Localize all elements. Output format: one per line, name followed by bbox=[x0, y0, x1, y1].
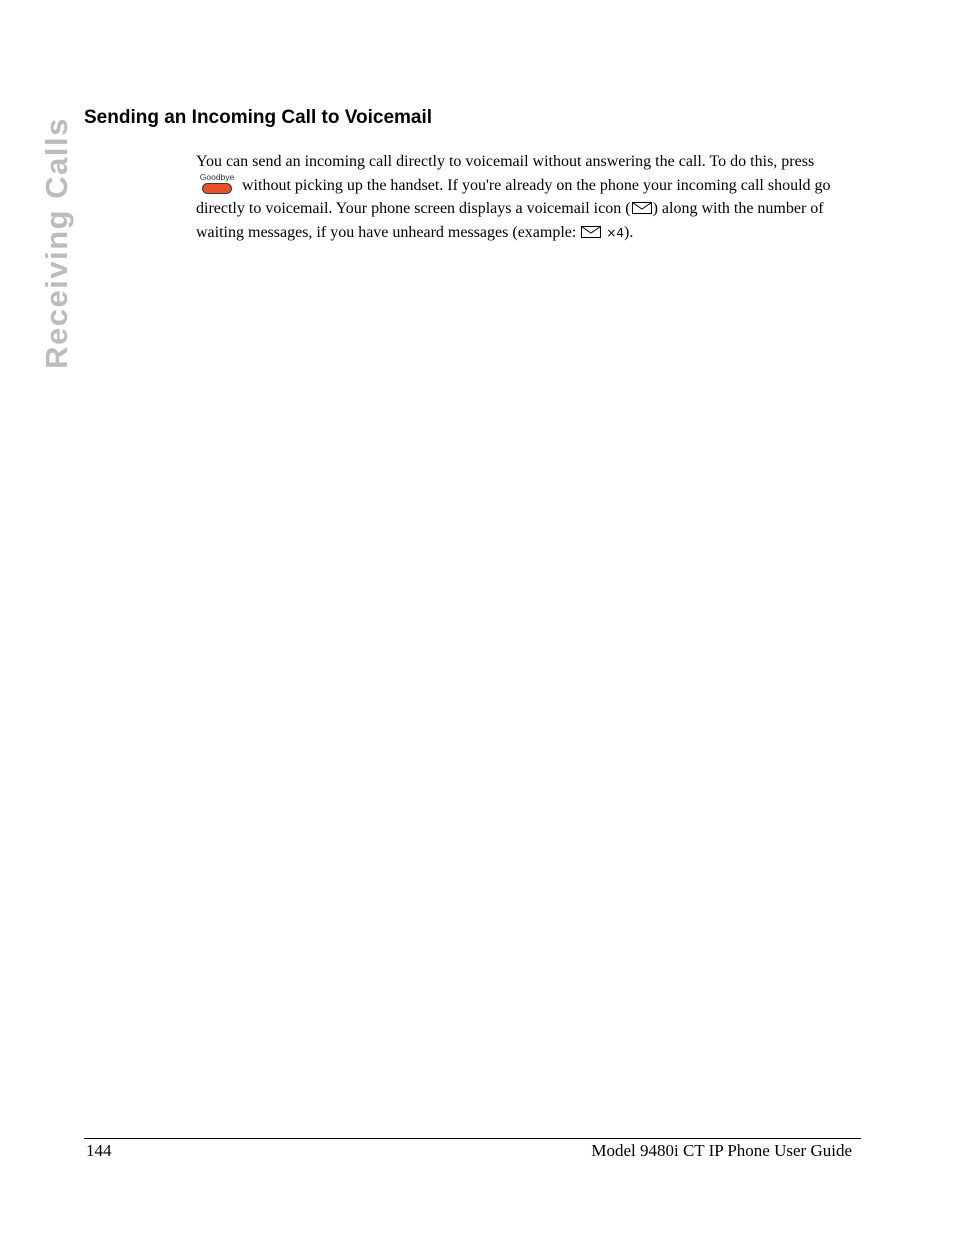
chapter-side-tab bbox=[40, 106, 74, 380]
paragraph-text-part4: ). bbox=[624, 223, 634, 241]
goodbye-key-button-shape bbox=[202, 183, 232, 194]
envelope-icon bbox=[631, 201, 653, 215]
paragraph-text-part2: without picking up the handset. If you're already on the phone your incoming call should go directly to voicemail. Your phone screen displays a voicemail icon ( bbox=[196, 176, 831, 217]
paragraph-text-part3: ) along with the number of waiting messages, if you have unheard messages (example: bbox=[196, 200, 824, 241]
chapter-side-tab-label: Receiving Calls bbox=[39, 117, 74, 369]
footer-divider bbox=[84, 1138, 861, 1139]
footer-page-number: 144 bbox=[86, 1141, 112, 1160]
section-body-paragraph bbox=[196, 150, 860, 245]
goodbye-key-label: Goodbye bbox=[199, 171, 235, 182]
footer-guide-title: Model 9480i CT IP Phone User Guide bbox=[591, 1141, 852, 1160]
section-heading: Sending an Incoming Call to Voicemail bbox=[84, 107, 433, 128]
paragraph-text-part1: You can send an incoming call directly to voicemail without answering the call. To do this, press bbox=[196, 153, 815, 170]
goodbye-key-icon bbox=[196, 171, 238, 197]
envelope-icon-example bbox=[580, 225, 602, 239]
voicemail-count-example: ×4 bbox=[606, 225, 625, 240]
